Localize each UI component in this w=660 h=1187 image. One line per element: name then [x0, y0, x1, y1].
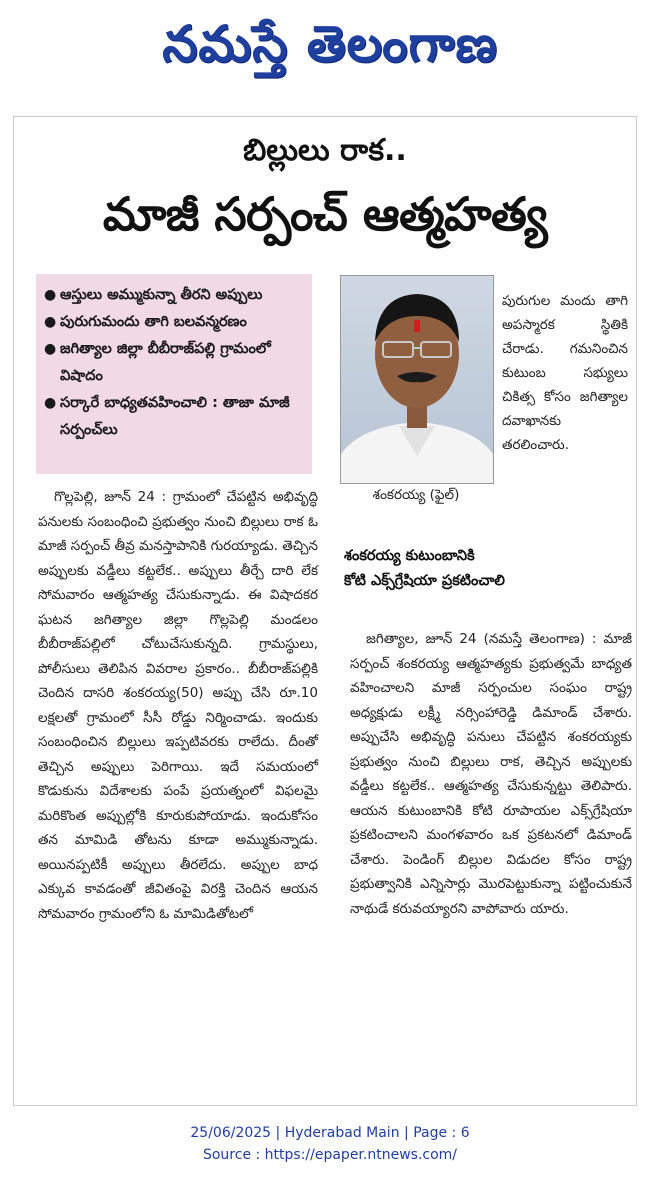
- photo-caption: శంకరయ్య (ఫైల్): [372, 487, 460, 503]
- highlight-text: పురుగుమందు తాగి బలవన్మరణం: [60, 314, 247, 330]
- article-subheadline: [344, 544, 634, 594]
- source-link[interactable]: Source : https://epaper.ntnews.com/: [202, 1147, 458, 1163]
- highlight-text: సర్కారే బాధ్యతవహించాలి : తాజా మాజీ సర్పంచ్‌లు: [60, 395, 290, 438]
- highlight-item: [44, 336, 306, 390]
- subhead-line: కోటి ఎక్స్‌గ్రేషియా ప్రకటించాలి: [344, 573, 505, 589]
- bullet-icon: ●: [44, 287, 57, 303]
- article-side-column: [502, 289, 628, 457]
- article-kicker: బిల్లులు రాక..: [243, 133, 407, 168]
- article-body-left: [38, 485, 318, 926]
- body-left-text: గొల్లపెల్లి, జూన్ 24 : గ్రామంలో చేపట్టిన అభివృద్ధి పనులకు సంబంధించి ప్రభుత్వం నుంచి బిల్లులు రాక ఓ మాజీ సర్పంచ్ తీవ్ర మనస్తాపానికి గురయ్యాడు. తెచ్చిన అప్పులకు వడ్డీలు కట్టలేక.. అప్పులు తీర్చే దారి లేక సోమవారం ఆత్మహత్య చేసుకున్నాడు. ఈ విషాదకర ఘటన జగిత్యాల జిల్లా గొల్లపెల్లి మండలం బీబీరాజ్‌పల్లిలో చోటుచేసుకున్నది. గ్రామస్థులు, పోలీసులు తెలిపిన వివరాల ప్రకారం.. బీబీరాజ్‌పల్లికి చెందిన దాసరి శంకరయ్య(50) అప్పు చేసి రూ.10 లక్షలతో గ్రామంలో సీసీ రోడ్డు నిర్మించాడు. ఇందుకు సంబంధించిన బిల్లులు ఇప్పటివరకు రాలేదు. దీంతో తెచ్చిన అప్పులు పెరిగాయి. ఇదే సమయంలో కొడుకును విదేశాలకు పంపే ప్రయత్నంలో విఫలమై మరికొంత అప్పుల్లోకి కూరుకుపోయాడు. ఇందుకోసం తన మామిడి తోటను కూడా అమ్ముకున్నాడు. అయినప్పటికీ అప్పులు తీరలేదు. అప్పుల బాధ ఎక్కువ కావడంతో జీవితంపై విరక్తి చెందిన ఆయన సోమవారం గ్రామంలోని ఓ మామిడితోటలో: [38, 489, 318, 922]
- highlight-item: [44, 309, 306, 336]
- highlight-text: ఆస్తులు అమ్ముకున్నా తీరని అప్పులు: [60, 287, 263, 303]
- newspaper-logo: నమస్తే తెలంగాణ: [162, 14, 498, 73]
- article-body-right: [350, 627, 632, 921]
- highlight-text: జగిత్యాల జిల్లా బీబీరాజ్‌పల్లి గ్రామంలో విషాదం: [60, 341, 271, 384]
- portrait-photo: [340, 275, 494, 484]
- highlight-item: [44, 390, 306, 444]
- page-footer: [0, 1122, 660, 1166]
- bullet-icon: ●: [44, 314, 57, 330]
- person-portrait-icon: [341, 276, 493, 483]
- highlight-item: [44, 282, 306, 309]
- body-right-text: జగిత్యాల, జూన్ 24 (నమస్తే తెలంగాణ) : మాజీ సర్పంచ్ శంకరయ్య ఆత్మహత్యకు ప్రభుత్వమే బాధ్యత వహించాలని మాజీ సర్పంచుల సంఘం రాష్ట్ర అధ్యక్షుడు లక్ష్మీ నర్సింహారెడ్డి డిమాండ్ చేశారు. అప్పుచేసి అభివృద్ధి పనులు చేపట్టిన శంకరయ్యకు ప్రభుత్వం నుంచి బిల్లులు రాక, తెచ్చిన అప్పులకు వడ్డీలు కట్టలేక.. ఆత్మహత్య చేసుకున్నట్టు తెలిపారు. ఆయన కుటుంబానికి కోటి రూపాయల ఎక్స్‌గ్రేషియా ప్రకటించాలని మంగళవారం ఒక ప్రకటనలో డిమాండ్ చేశారు. పెండింగ్ బిల్లుల విడుదల కోసం రాష్ట్ర ప్రభుత్వానికి ఎన్నిసార్లు మొరపెట్టుకున్నా పట్టించుకునే నాథుడే కరువయ్యారని వాపోవారు యారు.: [350, 631, 632, 917]
- subhead-line: శంకరయ్య కుటుంబానికి: [344, 548, 475, 564]
- article-headline: మాజీ సర్పంచ్ ఆత్మహత్య: [102, 187, 548, 241]
- masthead: [0, 0, 660, 100]
- article-clipping: [13, 116, 637, 1106]
- highlights-box: [36, 274, 312, 474]
- bullet-icon: ●: [44, 341, 57, 357]
- bullet-icon: ●: [44, 395, 57, 411]
- edition-info: 25/06/2025 | Hyderabad Main | Page : 6: [190, 1125, 470, 1141]
- side-column-text: పురుగుల మందు తాగి అపస్మారక స్థితికి చేరాడు. గమనించిన కుటుంబ సభ్యులు చికిత్స కోసం జగిత్యాల దవాఖానకు తరలించారు.: [502, 293, 628, 453]
